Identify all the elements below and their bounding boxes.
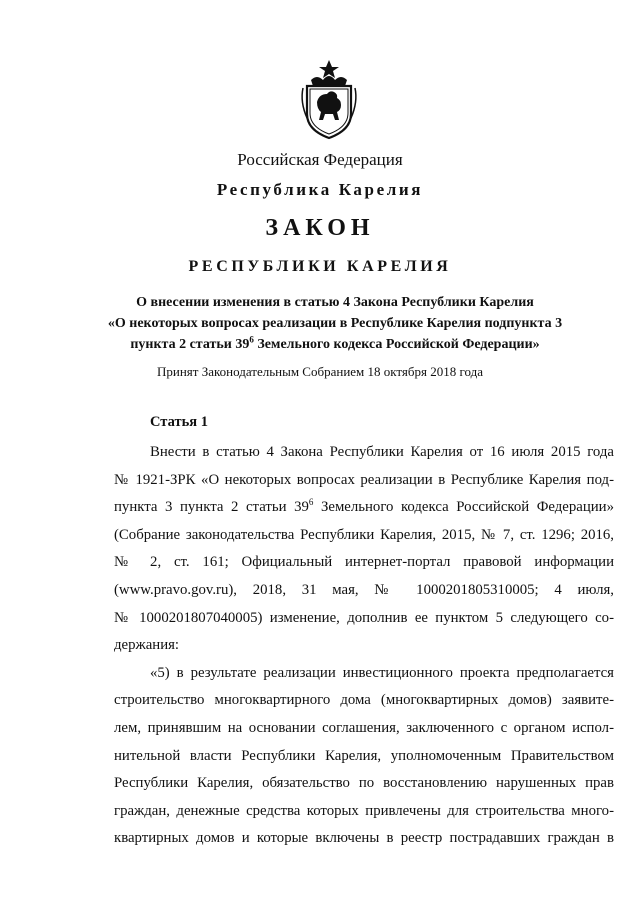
republic-name: Республика Карелия <box>216 180 424 199</box>
text-line: № 1921-ЗРК «О некоторых вопросах реализации в Республике Карелия под- <box>114 471 614 488</box>
text-line: нительной власти Республики Карелия, уполномоченным Правительством <box>114 747 614 764</box>
text-line: Республики Карелия, обязательство по восстановлению нарушенных прав <box>114 775 614 792</box>
text-line: № 1000201807040005) изменение, дополнив ее пунктом 5 следующего со- <box>114 609 614 626</box>
text-line: квартирных домов и которые включены в реестр пострадавших граждан в <box>114 830 614 847</box>
article-body <box>114 439 614 853</box>
text-line: (www.pravo.gov.ru), 2018, 31 мая, № 1000201805310005; 4 июля, <box>114 581 614 598</box>
text-line: держания: <box>114 637 180 654</box>
text-line: лем, принявшим на основании соглашения, заключенного с органом испол- <box>114 719 614 736</box>
article-heading: Статья 1 <box>150 414 208 430</box>
law-title: ЗАКОН <box>265 215 375 241</box>
law-name-line: «О некоторых вопросах реализации в Республике Карелия подпункта 3 <box>107 316 563 331</box>
law-name <box>100 292 570 355</box>
federation-name: Российская Федерация <box>237 150 403 169</box>
text-line: граждан, денежные средства которых привлечены для строительства много- <box>114 802 614 819</box>
adoption-date: Принят Законодательным Собранием 18 октября 2018 года <box>156 364 484 379</box>
law-name-line: О внесении изменения в статью 4 Закона Республики Карелия <box>136 295 534 310</box>
law-subtitle: РЕСПУБЛИКИ КАРЕЛИЯ <box>188 258 452 275</box>
law-name-line: пункта 2 статьи $39^6$ Земельного кодекса Российской Федерации» <box>130 334 540 352</box>
text-line: № 2, ст. 161; Официальный интернет-портал правовой информации <box>114 554 614 571</box>
text-line: строительство многоквартирного дома (многоквартирных домов) заявите- <box>114 692 614 709</box>
text-line: Внести в статью 4 Закона Республики Карелия от 16 июля 2015 года <box>150 444 614 460</box>
text-line: (Собрание законодательства Республики Карелия, 2015, № 7, ст. 1296; 2016, <box>114 526 614 543</box>
text-line: «5) в результате реализации инвестиционного проекта предполагается <box>150 664 614 681</box>
text-line: пункта 3 пункта 2 статьи $39^6$ Земельного кодекса Российской Федерации» <box>114 497 614 516</box>
karelia-coat-of-arms-icon <box>297 58 361 140</box>
